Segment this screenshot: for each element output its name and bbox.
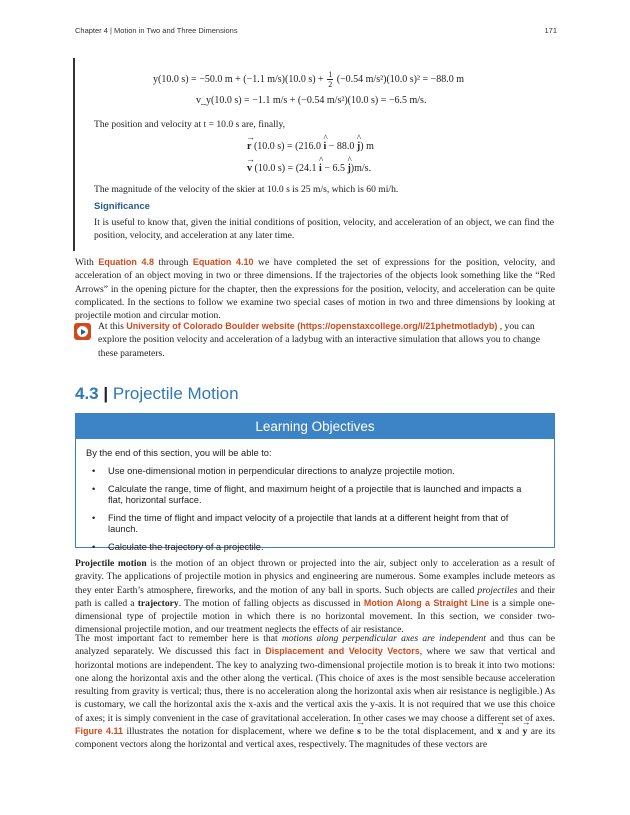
learning-objectives-box — [75, 413, 555, 552]
equation-velocity-vector: → v (10.0 s) = (24.1 ^ i − 6.5 ^ j)m/s. — [247, 163, 371, 174]
running-header: Chapter 4 | Motion in Two and Three Dimensions — [75, 26, 238, 35]
significance-heading: Significance — [94, 201, 150, 212]
fraction-one-half: $\frac{1}{2}$ — [328, 70, 333, 89]
list-item: • Use one-dimensional motion in perpendicular directions to analyze projectile motion. — [92, 466, 522, 478]
example-sidebar-rule — [73, 58, 75, 251]
interactive-simulation-icon — [74, 323, 91, 340]
list-item: • Find the time of flight and impact velocity of a projectile that lands at a different height from that of launch. — [92, 513, 522, 536]
significance-body: It is useful to know that, given the initial conditions of position, velocity, and acceleration of an object, we can find the position, velocity, and acceleration at any later time. — [94, 217, 554, 242]
colorado-boulder-link[interactable]: University of Colorado Boulder website (https://openstaxcollege.org/l/21phetmotladyb) — [126, 321, 498, 331]
displacement-vectors-link[interactable]: Displacement and Velocity Vectors — [265, 646, 420, 657]
paragraph-equations-summary: With Equation 4.8 through Equation 4.10 we have completed the set of expressions for the position, velocity, and acceleration of an object moving in two or three dimensions. If the trajectories of the objects look something like the “Red Arrows” in the opening picture for the chapter, then the expressions for the position, velocity, and acceleration can be quite complicated. In the sections to follow we examine two special cases of motion in two and three dimensions by looking at projectile motion and circular motion. — [75, 257, 555, 322]
page-number: 171 — [544, 26, 557, 35]
straight-line-link[interactable]: Motion Along a Straight Line — [363, 597, 490, 608]
paragraph-independent-motions: The most important fact to remember here is that motions along perpendicular axes are independent and thus can be analyzed separately. We discussed this fact in Displacement and Velocity Vectors, where we saw that vertical and horizontal motions are independent. The key to analyzing two-dimensional projectile motion is to break it into two motions: one along the horizontal axis and the other along the vertical. (This choice of axes is the most sensible because acceleration resulting from gravity is vertical; thus, there is no acceleration along the horizontal axis when air resistance is negligible.) As is customary, we call the horizontal axis the x-axis and the vertical axis the y-axis. It is not required that we use this choice of axes; it is simply convenient in the case of gravitational acceleration. In other cases we may choose a different set of axes. Figure 4.11 illustrates the notation for displacement, where we define → s to be the total displacement, and → x and → y are its component vectors along the horizontal and vertical axes, respectively. The magnitudes of these vectors are — [75, 632, 555, 752]
magnitude-text: The magnitude of the velocity of the skier at 10.0 s is 25 m/s, which is 60 mi/h. — [94, 184, 399, 195]
paragraph-projectile-definition: Projectile motion is the motion of an object thrown or projected into the air, subject only to acceleration as a result of gravity. The applications of projectile motion in physics and engineering are numerous. Some examples include meteors as they enter Earth’s atmosphere, fireworks, and the motion of any ball in sports. Such objects are called projectiles and their path is called a trajectory. The motion of falling objects as discussed in Motion Along a Straight Line is a simple one-dimensional type of projectile motion in which there is no horizontal movement. In this section, we consider two-dimensional projectile motion, and our treatment neglects the effects of air resistance. — [75, 558, 555, 636]
simulation-note: At this University of Colorado Boulder website (https://openstaxcollege.org/l/21phetmotladyb) , you can explore the position velocity and acceleration of a ladybug with an interactive simulation that allows you to change these parameters. — [98, 321, 540, 359]
figure-4-11-link[interactable]: Figure 4.11 — [75, 726, 124, 737]
equation-4-10-link[interactable]: Equation 4.10 — [192, 257, 254, 267]
list-item: • Calculate the range, time of flight, and maximum height of a projectile that is launched and impacts a flat, horizontal surface. — [92, 484, 522, 507]
equation-y-velocity: v_y(10.0 s) = −1.1 m/s + (−0.54 m/s²)(10.0 s) = −6.5 m/s. — [196, 95, 427, 106]
equation-4-8-link[interactable]: Equation 4.8 — [98, 257, 154, 267]
learning-objectives-title: Learning Objectives — [76, 414, 554, 439]
equation-y-position: y(10.0 s) = −50.0 m + (−1.1 m/s)(10.0 s) + $\frac{1}{2}$ (−0.54 m/s²)(10.0 s)² = −88.0 m — [153, 70, 465, 89]
section-title: 4.3 | Projectile Motion — [75, 384, 239, 403]
learning-objectives-list — [92, 466, 522, 559]
list-item: • Calculate the trajectory of a projectile. — [92, 542, 522, 554]
position-intro-text: The position and velocity at t = 10.0 s are, finally, — [94, 119, 286, 130]
learning-objectives-intro: By the end of this section, you will be able to: — [86, 448, 272, 458]
equation-position-vector: → r (10.0 s) = (216.0 ^ i − 88.0 ^ j) m — [247, 141, 374, 152]
